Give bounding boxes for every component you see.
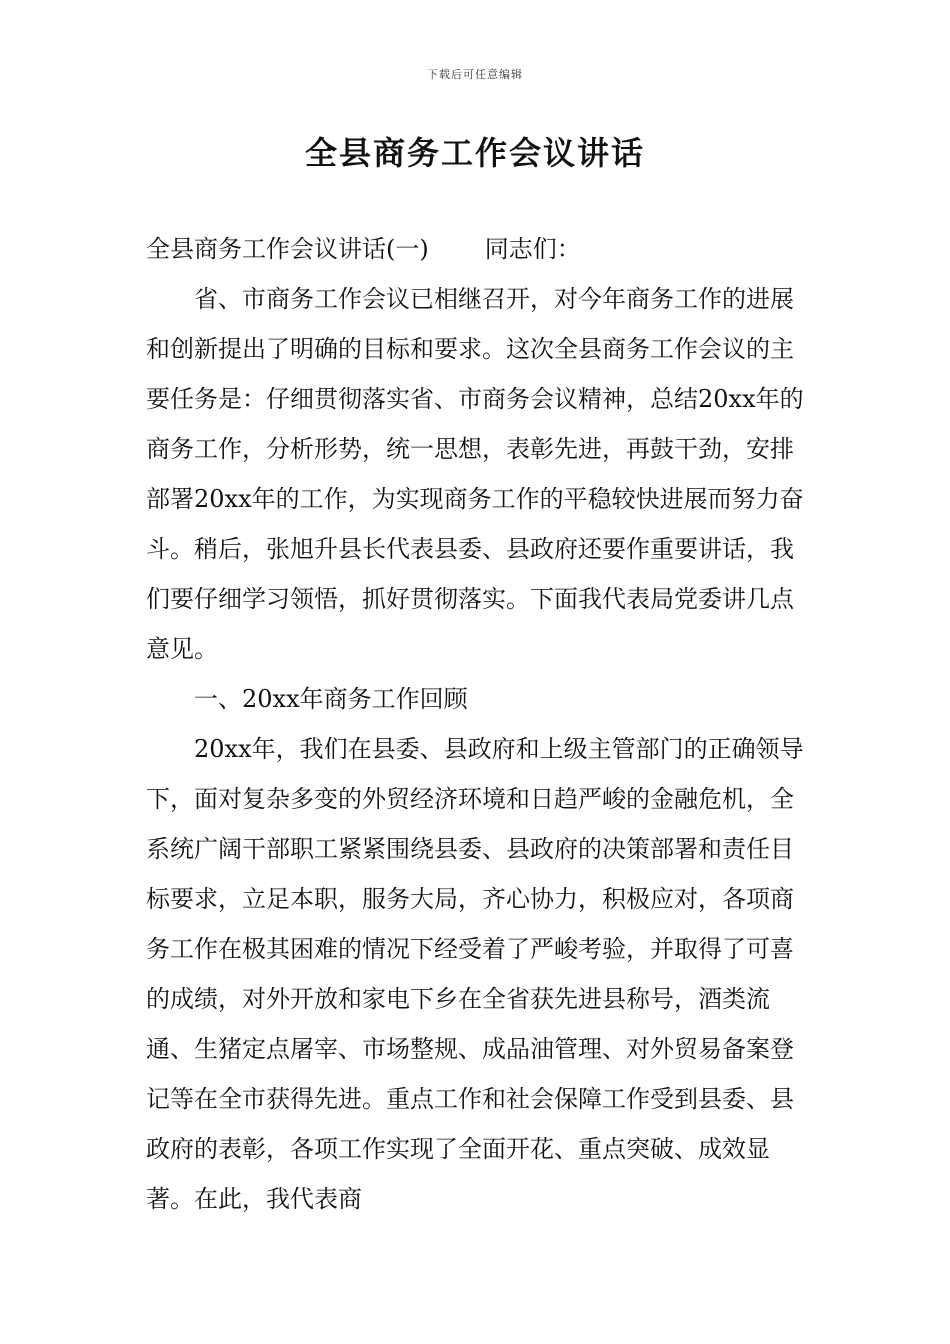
paragraph-review: 20xx年，我们在县委、县政府和上级主管部门的正确领导下，面对复杂多变的外贸经济环境和日趋严峻的金融危机，全系统广阔干部职工紧紧围绕县委、县政府的决策部署和责任目标要求，立足本职，服务大局，齐心协力，积极应对，各项商务工作在极其困难的情况下经受着了严峻考验，并取得了可喜的成绩，对外开放和家电下乡在全省获先进县称号，酒类流通、生猪定点屠宰、市场整规、成品油管理、对外贸易备案登记等在全市获得先进。重点工作和社会保障工作受到县委、县政府的表彰，各项工作实现了全面开花、重点突破、成效显著。在此，我代表商: [146, 735, 804, 1213]
document-body: [146, 224, 810, 1224]
header-note: 下载后可任意编辑: [427, 68, 523, 81]
opening-line: [146, 224, 810, 274]
document-title: 全县商务工作会议讲话: [304, 134, 645, 172]
salutation: 同志们：: [484, 235, 581, 263]
speech-subtitle: 全县商务工作会议讲话(一): [146, 235, 429, 263]
paragraph-intro: 省、市商务工作会议已相继召开，对今年商务工作的进展和创新提出了明确的目标和要求。这次全县商务工作会议的主要任务是：仔细贯彻落实省、市商务会议精神，总结20xx年的商务工作，分析形势，统一思想，表彰先进，再鼓干劲，安排部署20xx年的工作，为实现商务工作的平稳较快进展而努力奋斗。稍后，张旭升县长代表县委、县政府还要作重要讲话，我们要仔细学习领悟，抓好贯彻落实。下面我代表局党委讲几点意见。: [146, 285, 804, 663]
section-heading: 一、20xx年商务工作回顾: [194, 685, 468, 713]
